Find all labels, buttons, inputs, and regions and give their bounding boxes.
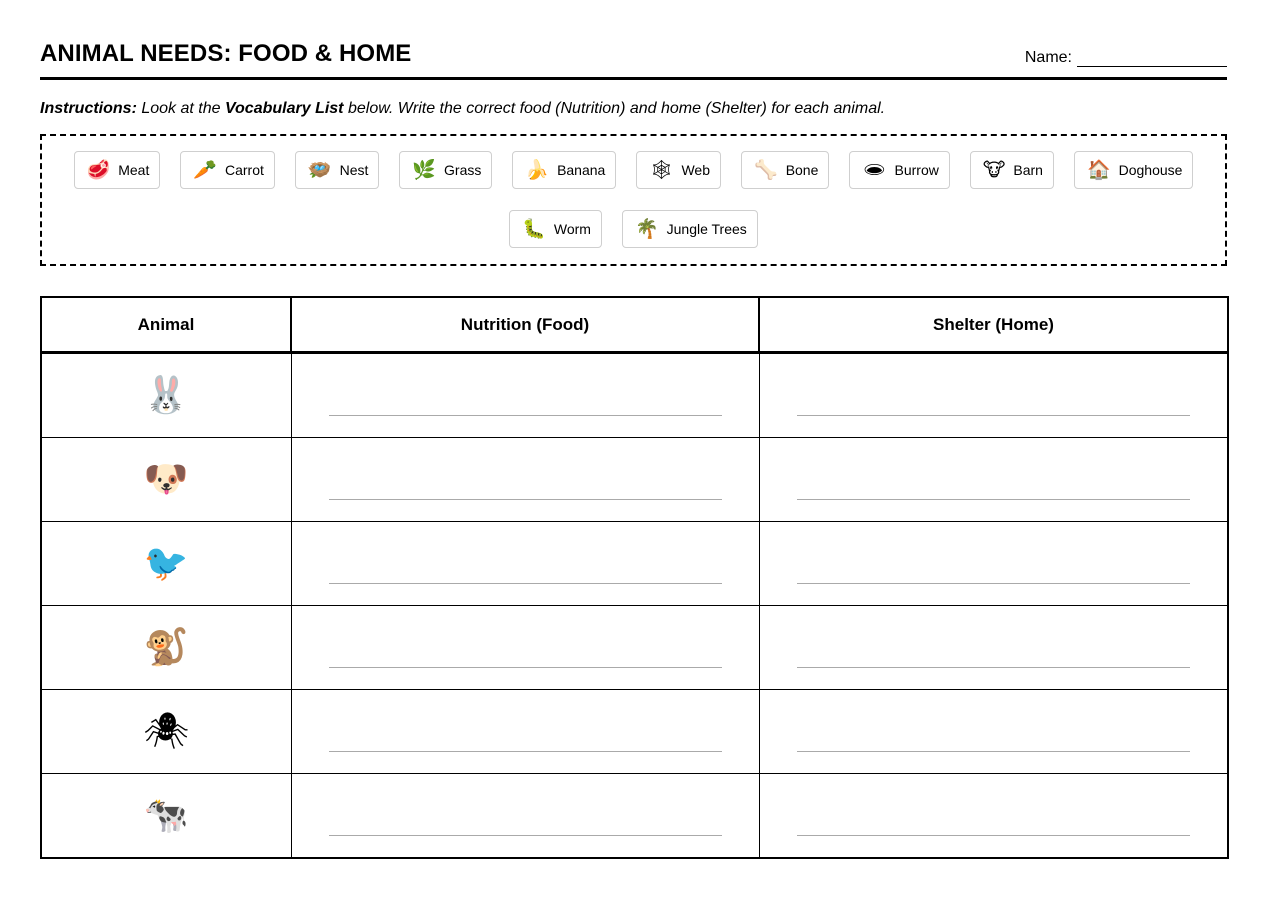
nutrition-answer-line[interactable] [329, 751, 722, 752]
answer-table [40, 296, 1229, 859]
shelter-cell [759, 438, 1228, 522]
nutrition-cell [291, 690, 759, 774]
table-row [41, 522, 1228, 606]
name-blank-line[interactable] [1077, 52, 1227, 67]
shelter-cell [759, 606, 1228, 690]
bird-icon: 🐦 [143, 542, 189, 584]
vocab-chip-label: Bone [785, 162, 819, 178]
shelter-cell [759, 774, 1228, 859]
nutrition-cell [291, 353, 759, 438]
shelter-answer-line[interactable] [797, 667, 1191, 668]
table-row [41, 606, 1228, 690]
nutrition-answer-line[interactable] [329, 415, 722, 416]
vocab-chip-grass [399, 151, 492, 189]
vocab-chip-barn [970, 151, 1054, 189]
vocab-chip-label: Banana [557, 162, 606, 178]
nutrition-answer-line[interactable] [329, 667, 722, 668]
vocab-chip-label: Grass [444, 162, 482, 178]
vocab-chip-jungle-trees [622, 210, 758, 248]
vocab-chip-worm [509, 210, 602, 248]
column-header-animal: Animal [41, 297, 291, 353]
table-row [41, 353, 1228, 438]
animal-cell [41, 606, 291, 690]
shelter-answer-line[interactable] [797, 499, 1191, 500]
shelter-answer-line[interactable] [797, 751, 1191, 752]
worksheet-header [40, 38, 1227, 80]
burrow-icon: 🕳 [862, 158, 887, 181]
animal-cell [41, 438, 291, 522]
rabbit-icon: 🐰 [143, 374, 189, 416]
instructions-emphasis: Vocabulary List [224, 100, 344, 117]
animal-cell [41, 774, 291, 859]
column-header-shelter: Shelter (Home) [759, 297, 1228, 353]
vocab-chip-label: Nest [339, 162, 369, 178]
meat-icon: 🥩 [86, 158, 111, 181]
palm-tree-icon: 🌴 [634, 217, 659, 240]
instructions-label: Instructions: [40, 100, 137, 117]
vocab-chip-label: Web [681, 162, 711, 178]
vocab-chip-carrot [180, 151, 275, 189]
vocab-chip-label: Barn [1013, 162, 1043, 178]
shelter-cell [759, 690, 1228, 774]
animal-cell [41, 690, 291, 774]
vocabulary-chips [42, 151, 1225, 248]
nutrition-cell [291, 774, 759, 859]
column-header-nutrition: Nutrition (Food) [291, 297, 759, 353]
vocab-chip-web [636, 151, 721, 189]
shelter-answer-line[interactable] [797, 583, 1191, 584]
vocab-chip-label: Worm [553, 221, 591, 237]
nutrition-answer-line[interactable] [329, 835, 722, 836]
animal-cell [41, 522, 291, 606]
nest-icon: 🪺 [307, 158, 332, 181]
nutrition-cell [291, 606, 759, 690]
vocab-chip-banana [512, 151, 616, 189]
cow-icon: 🐄 [143, 794, 189, 836]
vocab-chip-label: Doghouse [1118, 162, 1183, 178]
table-row [41, 690, 1228, 774]
vocab-chip-nest [295, 151, 379, 189]
vocab-chip-label: Burrow [894, 162, 939, 178]
page-title: ANIMAL NEEDS: FOOD & HOME [40, 40, 412, 67]
shelter-cell [759, 353, 1228, 438]
vocab-chip-label: Jungle Trees [666, 221, 747, 237]
vocabulary-list [40, 134, 1227, 266]
barn-icon: 🐮 [982, 158, 1006, 181]
monkey-icon: 🐒 [143, 626, 189, 668]
animal-cell [41, 353, 291, 438]
table-header-row [41, 297, 1228, 353]
name-label: Name: [1024, 49, 1072, 66]
dog-icon: 🐶 [143, 458, 189, 500]
vocab-chip-label: Carrot [225, 162, 264, 178]
banana-icon: 🍌 [525, 158, 550, 181]
table-row [41, 438, 1228, 522]
vocab-chip-doghouse [1074, 151, 1194, 189]
bone-icon: 🦴 [754, 158, 778, 181]
nutrition-cell [291, 522, 759, 606]
web-icon: 🕸 [649, 158, 674, 181]
table-row [41, 774, 1228, 859]
spider-icon: 🕷 [143, 710, 190, 752]
shelter-cell [759, 522, 1228, 606]
instructions [40, 100, 885, 118]
shelter-answer-line[interactable] [797, 415, 1191, 416]
instructions-text-b: below. Write the correct food (Nutrition) and home (Shelter) for each animal. [343, 100, 886, 117]
shelter-answer-line[interactable] [797, 835, 1191, 836]
grass-icon: 🌿 [412, 158, 437, 181]
worm-icon: 🐛 [522, 217, 546, 240]
nutrition-answer-line[interactable] [329, 499, 722, 500]
vocab-chip-meat [74, 151, 161, 189]
carrot-icon: 🥕 [193, 158, 217, 181]
nutrition-cell [291, 438, 759, 522]
vocab-chip-bone [741, 151, 829, 189]
name-field [1025, 49, 1227, 67]
vocab-chip-burrow [849, 151, 949, 189]
vocab-chip-label: Meat [118, 162, 150, 178]
doghouse-icon: 🏠 [1086, 158, 1111, 181]
instructions-text-a: Look at the [136, 100, 225, 117]
nutrition-answer-line[interactable] [329, 583, 722, 584]
